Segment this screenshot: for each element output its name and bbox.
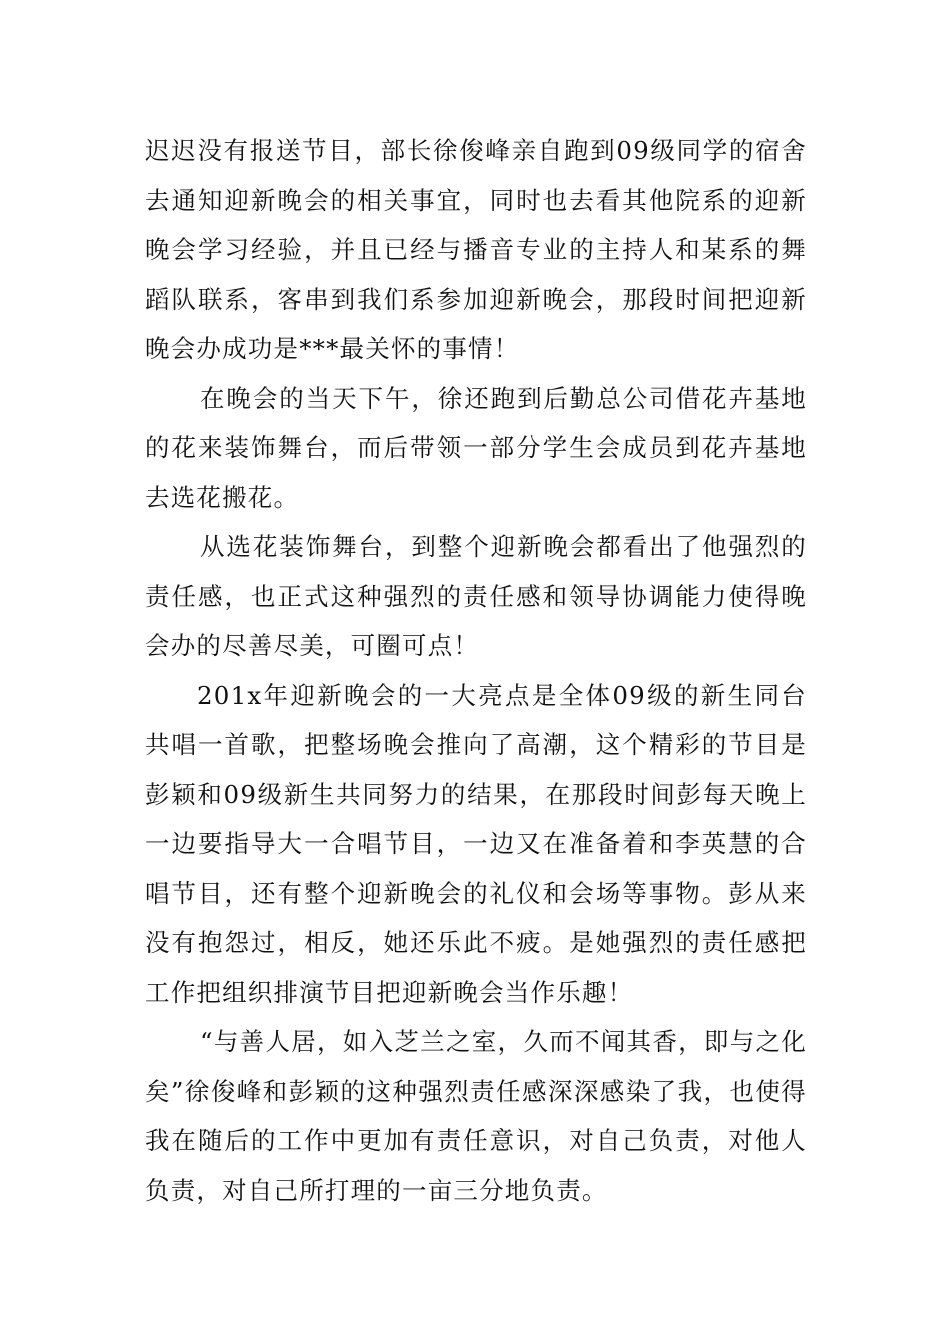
paragraph-2: 在晚会的当天下午，徐还跑到后勤总公司借花卉基地的花来装饰舞台，而后带领一部分学生会成员到花卉基地去选花搬花。	[145, 383, 807, 512]
paragraph-1: 迟迟没有报送节目，部长徐俊峰亲自跑到09级同学的宿舍去通知迎新晚会的相关事宜，同时也去看其他院系的迎新晚会学习经验，并且已经与播音专业的主持人和某系的舞蹈队联系，客串到我们系参加迎新晚会，那段时间把迎新晚会办成功是***最关怀的事情！	[145, 136, 807, 363]
paragraph-4: 201x年迎新晚会的一大亮点是全体09级的新生同台共唱一首歌，把整场晚会推向了高潮，这个精彩的节目是彭颖和09级新生共同努力的结果，在那段时间彭每天晚上一边要指导大一合唱节目，一边又在准备着和李英慧的合唱节目，还有整个迎新晚会的礼仪和会场等事物。彭从来没有抱怨过，相反，她还乐此不疲。是她强烈的责任感把工作把组织排演节目把迎新晚会当作乐趣！	[145, 680, 807, 1007]
document-page	[145, 126, 807, 1215]
paragraph-3: 从选花装饰舞台，到整个迎新晚会都看出了他强烈的责任感，也正式这种强烈的责任感和领导协调能力使得晚会办的尽善尽美，可圈可点！	[145, 532, 807, 660]
paragraph-5: “与善人居，如入芝兰之室，久而不闻其香，即与之化矣”徐俊峰和彭颖的这种强烈责任感深深感染了我，也使得我在随后的工作中更加有责任意识，对自己负责，对他人负责，对自己所打理的一亩三分地负责。	[145, 1027, 807, 1205]
